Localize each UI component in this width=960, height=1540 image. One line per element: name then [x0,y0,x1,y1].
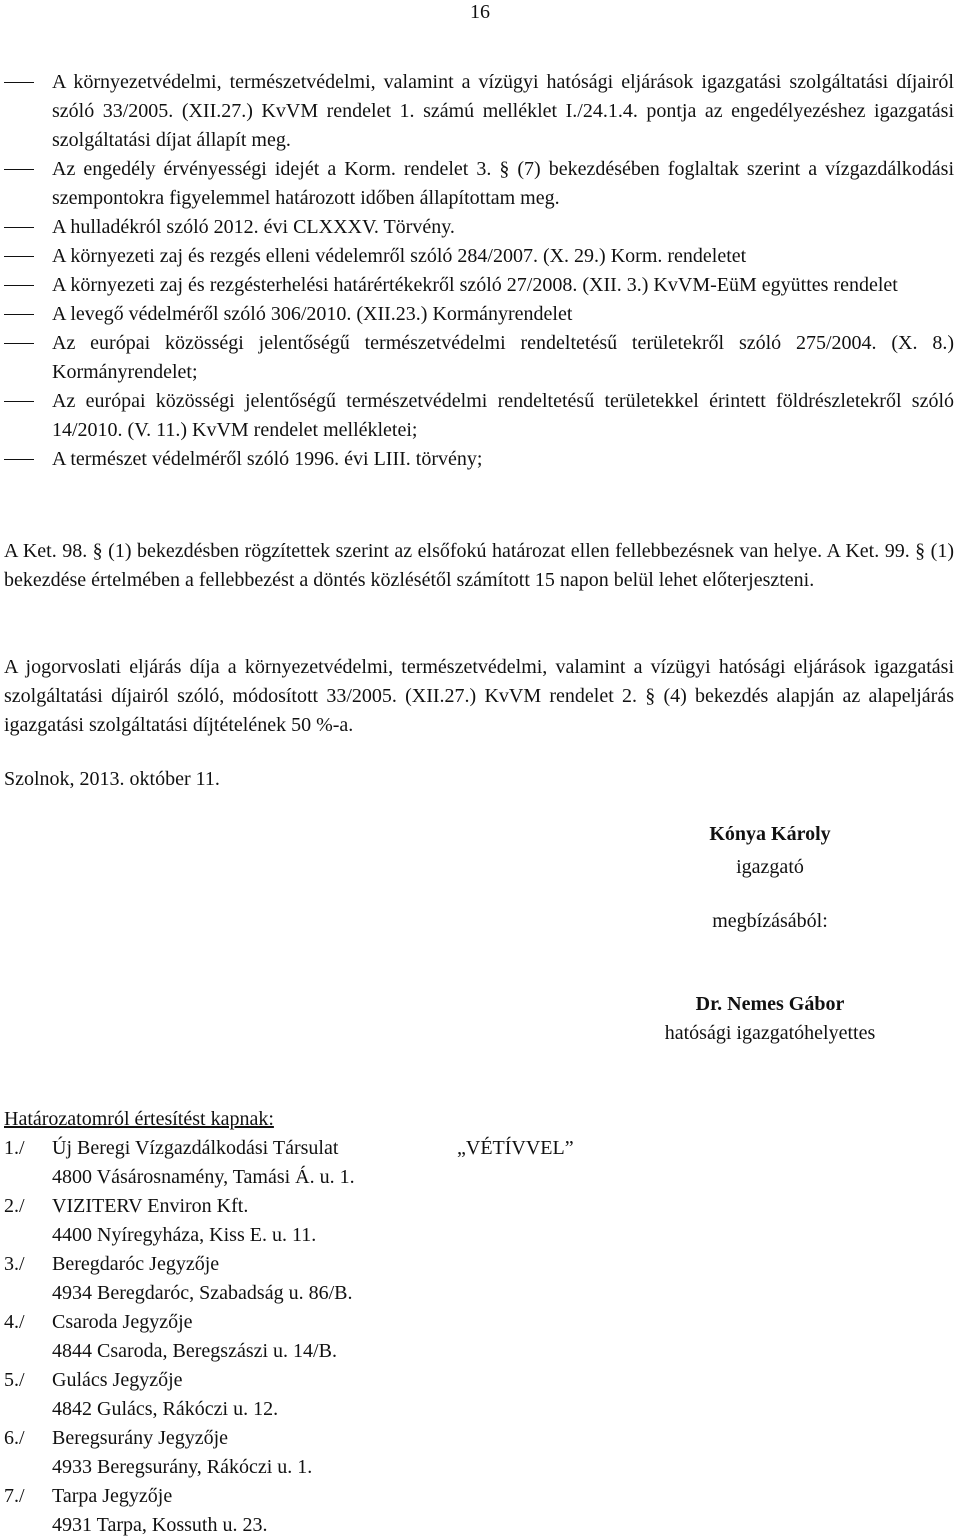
signature-block [620,820,920,882]
deputy-title: hatósági igazgatóhelyettes [664,1022,876,1044]
recipient-name: Gulács Jegyzője [52,1369,183,1391]
mandate-text: megbízásából: [712,910,828,932]
recipient-name: Beregsurány Jegyzője [52,1427,229,1449]
recipient-item [4,1308,954,1337]
recipient-number: 2./ [4,1195,25,1217]
signatory-title: igazgató [736,856,804,878]
recipient-address: 4400 Nyíregyháza, Kiss E. u. 11. [52,1224,317,1246]
recipient-name: Beregdaróc Jegyzője [52,1253,220,1275]
recipients-heading: Határozatomról értesítést kapnak: [4,1108,274,1130]
signatory-name: Kónya Károly [709,823,831,845]
law-list-item: A környezetvédelmi, természetvédelmi, valamint a vízügyi hatósági eljárások igazgatási szolgáltatási díjairól szóló 33/2005. (XII.27.) KvVM rendelet 1. számú melléklet I./24.1.4. pontja az engedélyezéshez igazgatási szolgáltatási díjat állapít meg. [4,68,954,155]
recipient-item [4,1134,954,1163]
recipient-item [4,1192,954,1221]
recipient-extra: „VÉTÍVVEL” [457,1137,574,1159]
recipients-section [4,1105,954,1540]
law-list-item: A környezeti zaj és rezgés elleni védelemről szóló 284/2007. (X. 29.) Korm. rendeletet [4,242,954,271]
recipient-number: 7./ [4,1485,25,1507]
recipient-item [4,1366,954,1395]
recipient-number: 1./ [4,1137,25,1159]
legal-basis-list [4,68,954,474]
recipient-name: Tarpa Jegyzője [52,1485,173,1507]
law-list-item: A hulladékról szóló 2012. évi CLXXXV. Törvény. [4,213,954,242]
recipient-number: 6./ [4,1427,25,1449]
recipient-number: 5./ [4,1369,25,1391]
recipient-address: 4800 Vásárosnamény, Tamási Á. u. 1. [52,1166,355,1188]
recipient-item [4,1424,954,1453]
deputy-signature-block [620,990,920,1048]
recipient-name: Csaroda Jegyzője [52,1311,193,1333]
recipient-address: 4842 Gulács, Rákóczi u. 12. [52,1398,279,1420]
recipient-address: 4844 Csaroda, Beregszászi u. 14/B. [52,1340,337,1362]
recipient-address: 4934 Beregdaróc, Szabadság u. 86/B. [52,1282,353,1304]
recipient-address: 4933 Beregsurány, Rákóczi u. 1. [52,1456,313,1478]
appeal-paragraph: A Ket. 98. § (1) bekezdésben rögzítettek szerint az elsőfokú határozat ellen fellebbezésnek van helye. A Ket. 99. § (1) bekezdése értelmében a fellebbezést a döntés közlésétől számított 15 napon belül lehet előterjeszteni. [4,540,954,591]
deputy-name: Dr. Nemes Gábor [695,993,845,1015]
place-date: Szolnok, 2013. október 11. [4,768,220,790]
recipient-item [4,1250,954,1279]
law-list-item: A környezeti zaj és rezgésterhelési határértékekről szóló 27/2008. (XII. 3.) KvVM-EüM együttes rendelet [4,271,954,300]
recipient-number: 3./ [4,1253,25,1275]
law-list-item: Az engedély érvényességi idejét a Korm. rendelet 3. § (7) bekezdésében foglaltak szerint a vízgazdálkodási szempontokra figyelemmel határozott időben állapítottam meg. [4,155,954,213]
recipient-address: 4931 Tarpa, Kossuth u. 23. [52,1514,268,1536]
page-number: 16 [470,1,490,23]
recipient-item [4,1482,954,1511]
law-list-item: Az európai közösségi jelentőségű természetvédelmi rendeltetésű területekkel érintett földrészletekről szóló 14/2010. (V. 11.) KvVM rendelet mellékletei; [4,387,954,445]
recipient-number: 4./ [4,1311,25,1333]
recipient-name: Új Beregi Vízgazdálkodási Társulat [52,1137,339,1159]
law-list-item: A természet védelméről szóló 1996. évi LIII. törvény; [4,445,954,474]
fee-paragraph: A jogorvoslati eljárás díja a környezetvédelmi, természetvédelmi, valamint a vízügyi hatósági eljárások igazgatási szolgáltatási díjairól szóló, módosított 33/2005. (XII.27.) KvVM rendelet 2. § (4) bekezdés alapján az alapeljárás igazgatási szolgáltatási díjtételének 50 %-a. [4,656,954,736]
law-list-item: A levegő védelméről szóló 306/2010. (XII.23.) Kormányrendelet [4,300,954,329]
recipient-name: VIZITERV Environ Kft. [52,1195,249,1217]
law-list-item: Az európai közösségi jelentőségű természetvédelmi rendeltetésű területekről szóló 275/2004. (X. 8.) Kormányrendelet; [4,329,954,387]
